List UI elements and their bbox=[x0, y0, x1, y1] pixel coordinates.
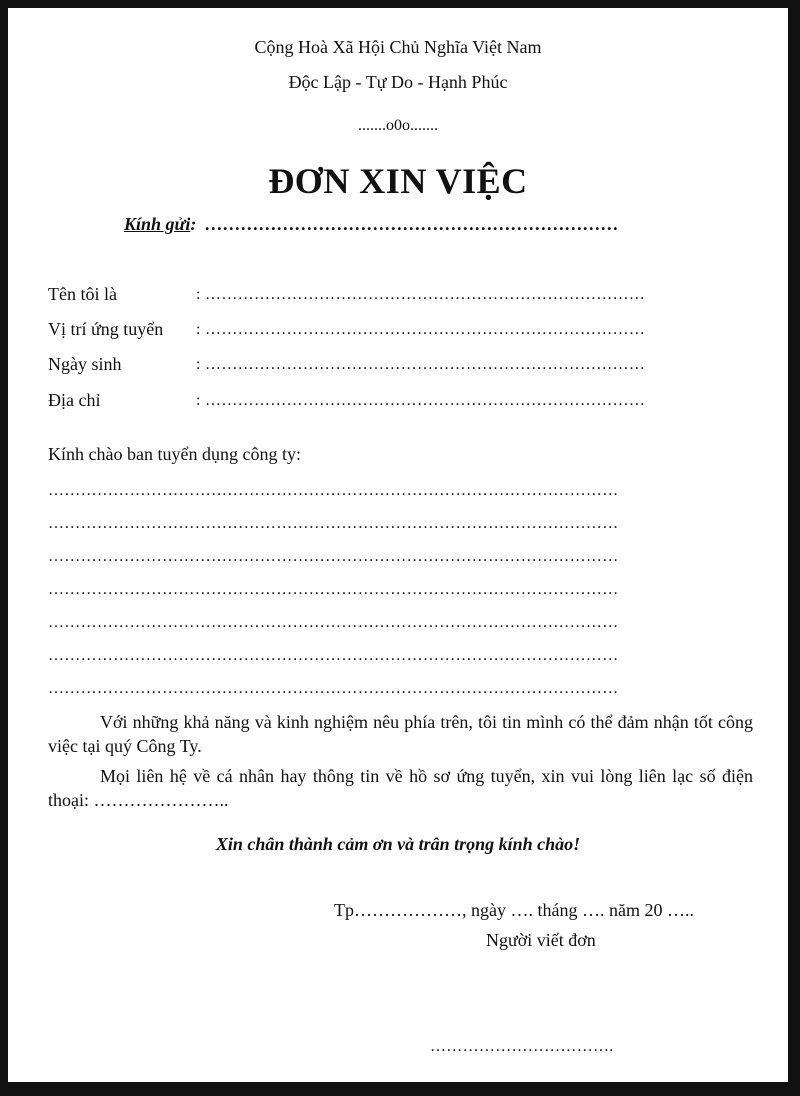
recipient-blank: …………………………………………………………… bbox=[204, 214, 619, 234]
body-line: …………………………………………………………………………………………… bbox=[48, 515, 619, 532]
closing-thanks: Xin chân thành cảm ơn và trân trọng kính chào! bbox=[215, 834, 581, 854]
field-birthdate-blank: : ……………………………………………………………………… bbox=[196, 356, 646, 373]
recipient-label: Kính gửi bbox=[124, 214, 191, 234]
body-line: …………………………………………………………………………………………… bbox=[48, 581, 619, 598]
body-line: …………………………………………………………………………………………… bbox=[48, 680, 619, 697]
body-line: …………………………………………………………………………………………… bbox=[48, 614, 619, 631]
recipient-line bbox=[124, 214, 619, 235]
document-page bbox=[8, 8, 788, 1082]
country-header: Cộng Hoà Xã Hội Chủ Nghĩa Việt Nam bbox=[254, 37, 542, 57]
paragraph-capabilities bbox=[48, 710, 753, 758]
field-address-blank: : ……………………………………………………………………… bbox=[196, 392, 646, 409]
body-line: …………………………………………………………………………………………… bbox=[48, 647, 619, 664]
header-separator: .......o0o....... bbox=[358, 117, 438, 134]
field-position-blank: : ……………………………………………………………………… bbox=[196, 321, 646, 338]
paragraph-capabilities-text: Với những khả năng và kinh nghiệm nêu phía trên, tôi tin mình có thể đảm nhận tốt công việc tại quý Công Ty. bbox=[48, 712, 753, 756]
date-line: Tp………………, ngày …. tháng …. năm 20 ….. bbox=[334, 900, 694, 920]
field-birthdate-label: Ngày sinh bbox=[48, 354, 122, 374]
document-title: ĐƠN XIN VIỆC bbox=[268, 161, 528, 201]
field-position-label: Vị trí ứng tuyển bbox=[48, 319, 164, 339]
signer-label: Người viết đơn bbox=[486, 930, 596, 950]
motto-header: Độc Lập - Tự Do - Hạnh Phúc bbox=[288, 72, 508, 92]
body-line: …………………………………………………………………………………………… bbox=[48, 482, 619, 499]
body-line: …………………………………………………………………………………………… bbox=[48, 548, 619, 565]
field-name-label: Tên tôi là bbox=[48, 284, 117, 304]
field-address-label: Địa chỉ bbox=[48, 390, 101, 410]
paragraph-contact bbox=[48, 764, 753, 812]
field-name-blank: : ……………………………………………………………………… bbox=[196, 286, 646, 303]
recipient-colon: : bbox=[190, 214, 197, 234]
greeting: Kính chào ban tuyển dụng công ty: bbox=[48, 444, 301, 464]
signature-blank: ……………………………. bbox=[430, 1038, 614, 1055]
paragraph-contact-text: Mọi liên hệ về cá nhân hay thông tin về hồ sơ ứng tuyển, xin vui lòng liên lạc số điện thoại: ………………….. bbox=[48, 766, 753, 810]
